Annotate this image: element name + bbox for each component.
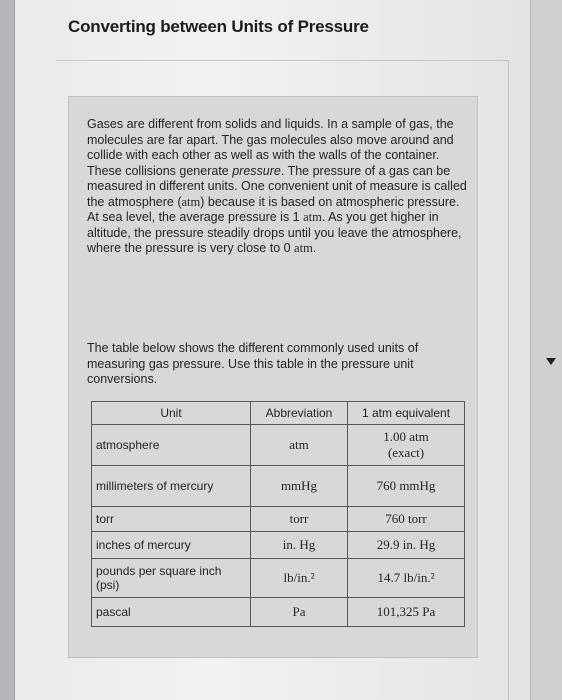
abbr-cell: mmHg <box>251 466 348 507</box>
abbr-cell: atm <box>251 425 348 466</box>
equiv-cell: 760 mmHg <box>348 466 465 507</box>
atm-term-3: atm <box>294 241 313 255</box>
table-row <box>92 466 465 507</box>
title-divider <box>56 60 508 61</box>
table-intro-paragraph: The table below shows the different commonly used units of measuring gas pressure. Use this table in the pressure unit conversions. <box>87 341 419 386</box>
scroll-down-arrow-icon[interactable] <box>546 358 556 365</box>
page-title: Converting between Units of Pressure <box>68 17 369 36</box>
unit-cell: pounds per square inch (psi) <box>92 559 251 598</box>
intro-text-1: Gases are different from solids and liquids. In a sample of gas, the molecules are far apart. The gas molecules also move around and collide with each other as well as with the walls of the container. These collisions generate <box>87 117 454 178</box>
table-row <box>92 532 465 559</box>
equiv-cell: 760 torr <box>348 507 465 532</box>
abbr-cell: torr <box>251 507 348 532</box>
unit-cell: pascal <box>92 598 251 627</box>
abbr-cell: Pa <box>251 598 348 627</box>
header-abbreviation: Abbreviation <box>251 402 348 425</box>
unit-cell: millimeters of mercury <box>92 466 251 507</box>
equiv-value: 1.00 atm <box>383 429 429 444</box>
table-row <box>92 507 465 532</box>
atm-term-2: atm <box>303 210 322 224</box>
intro-paragraph <box>87 117 469 257</box>
table-row <box>92 559 465 598</box>
intro-text-5: . <box>312 241 317 255</box>
table-header-row <box>92 402 465 425</box>
unit-cell: torr <box>92 507 251 532</box>
header-unit: Unit <box>92 402 251 425</box>
left-edge-strip <box>0 0 15 700</box>
table-row <box>92 425 465 466</box>
abbr-cell: lb/in.² <box>251 559 348 598</box>
intro-text-3: ) because it is based on atmospheric pressure. At sea level, the average pressure is 1 <box>87 194 460 224</box>
unit-cell: inches of mercury <box>92 532 251 559</box>
intro-text-4: . As you get higher in altitude, the pressure steadily drops until you leave the atmosphere, where the pressure is very close to 0 <box>87 210 462 255</box>
intro-text-2: . The pressure of a gas can be measured in different units. One convenient unit of measure is called the atmosphere ( <box>87 163 467 209</box>
right-divider <box>508 60 509 700</box>
info-card <box>68 96 478 658</box>
pressure-term: pressure <box>232 163 281 178</box>
equiv-cell: 14.7 lb/in.² <box>348 559 465 598</box>
equiv-cell: 101,325 Pa <box>348 598 465 627</box>
equiv-cell <box>348 425 465 466</box>
equiv-note: (exact) <box>387 445 425 460</box>
header-equivalent: 1 atm equivalent <box>348 402 465 425</box>
pressure-units-table <box>91 401 465 627</box>
atm-term-1: atm <box>181 194 201 209</box>
unit-cell: atmosphere <box>92 425 251 466</box>
table-row <box>92 598 465 627</box>
equiv-cell: 29.9 in. Hg <box>348 532 465 559</box>
abbr-cell: in. Hg <box>251 532 348 559</box>
